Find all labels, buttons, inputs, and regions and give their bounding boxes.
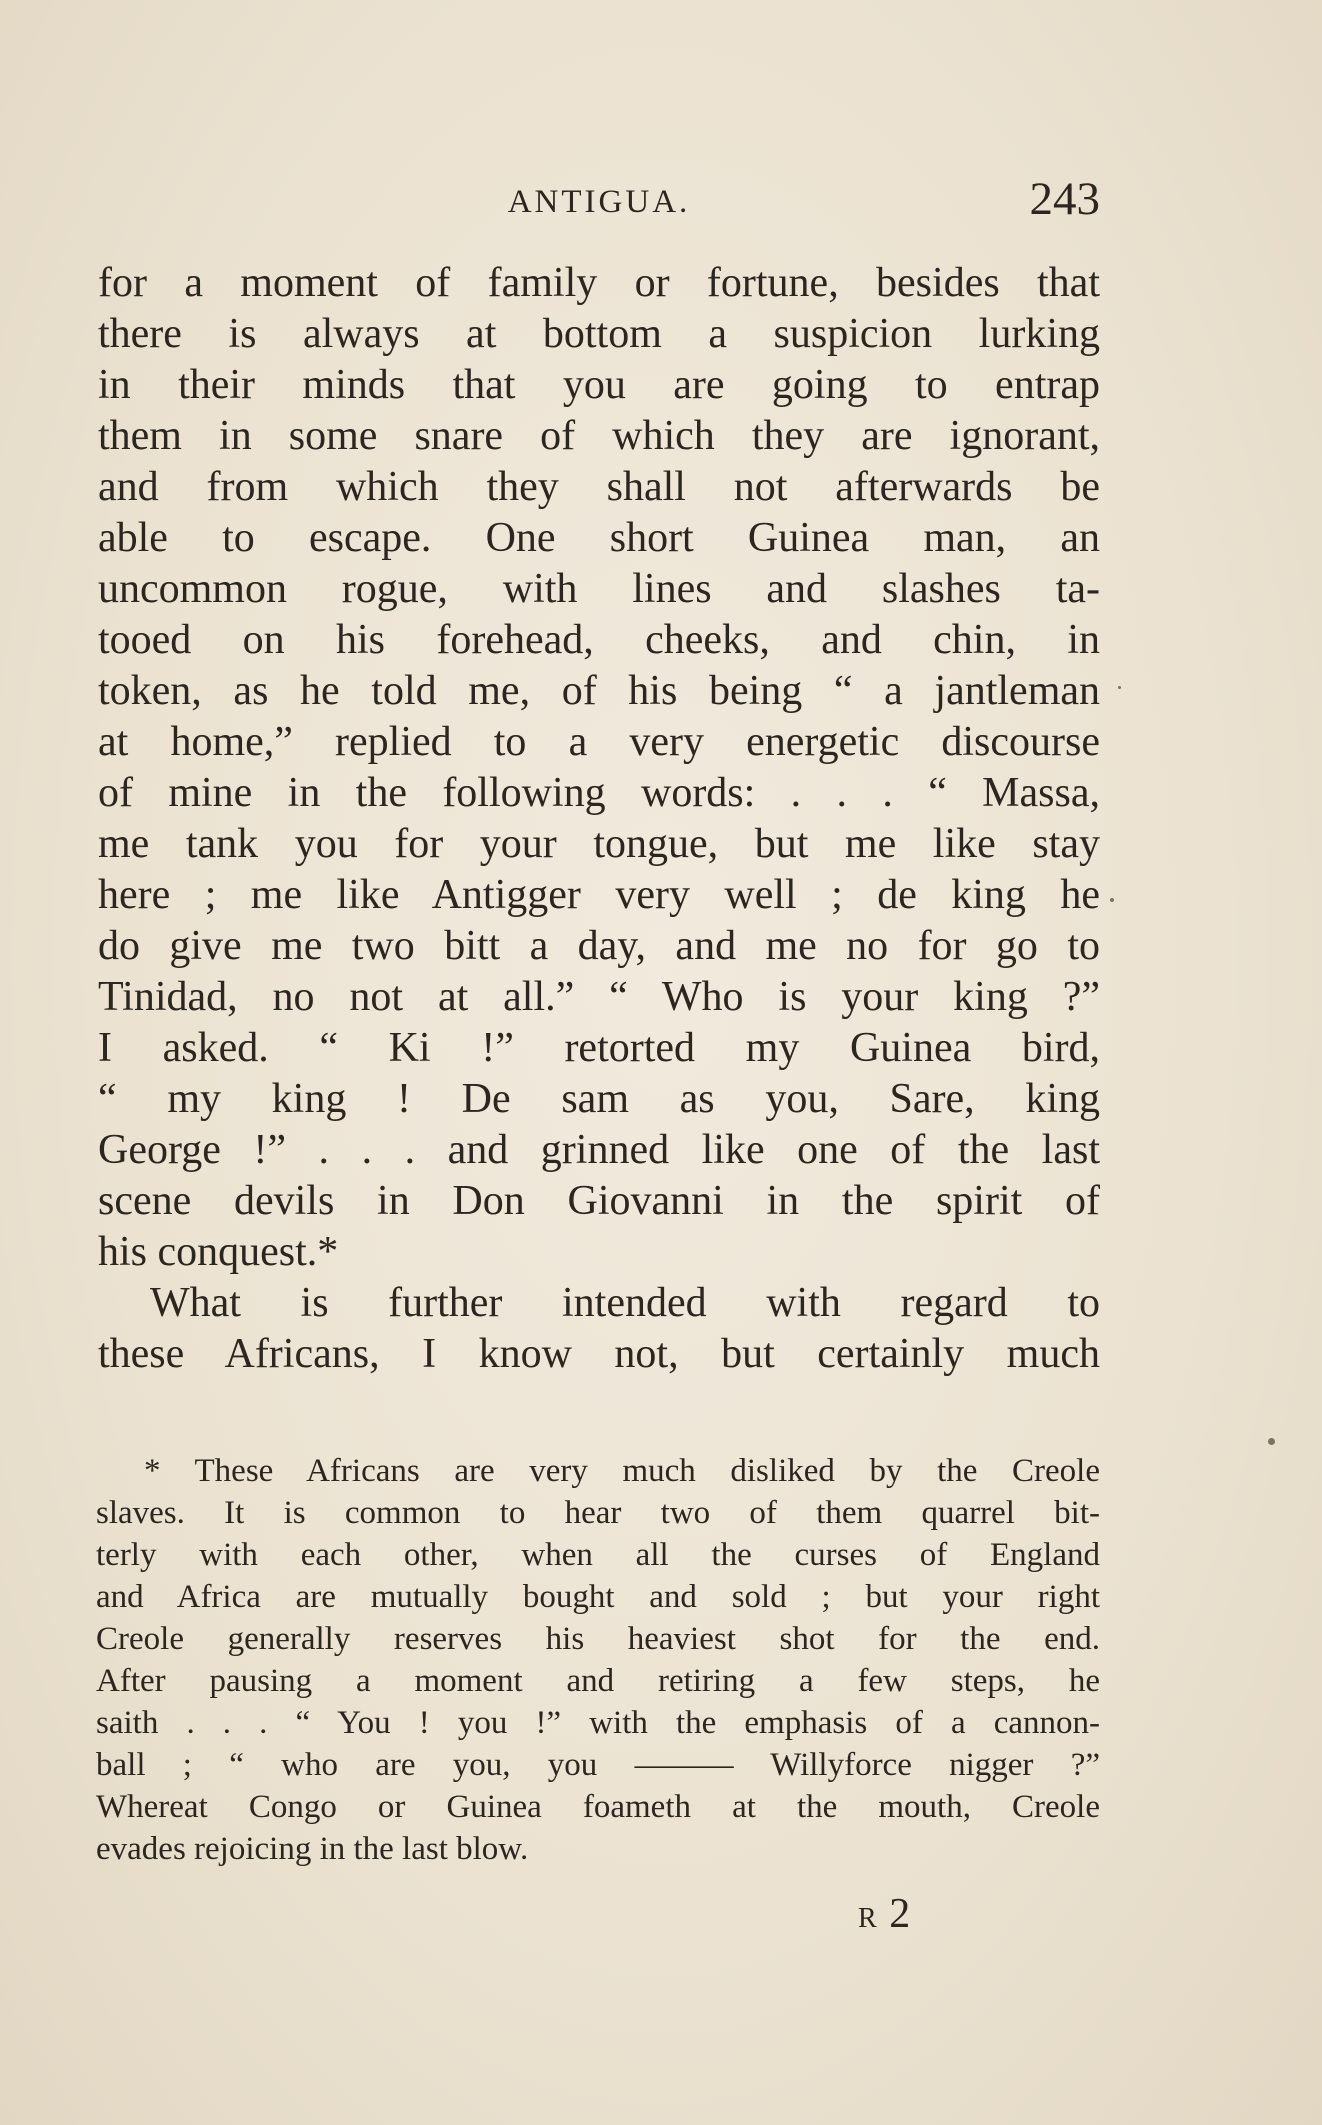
footnote-line: Whereat Congo or Guinea foameth at the mouth, Creole (96, 1789, 1100, 1825)
footnote-line: evades rejoicing in the last blow. (96, 1831, 529, 1867)
page-number: 243 (1029, 173, 1100, 225)
body-line: them in some snare of which they are ignorant, (98, 413, 1100, 459)
footnote-line: saith . . . “ You ! you !” with the emphasis of a cannon- (96, 1705, 1100, 1741)
footnote-line: Creole generally reserves his heaviest shot for the end. (96, 1621, 1100, 1657)
body-line: uncommon rogue, with lines and slashes ta- (98, 566, 1100, 612)
footnote (96, 1450, 1100, 1870)
running-title: ANTIGUA. (507, 184, 691, 220)
body-line: What is further intended with regard to (150, 1280, 1100, 1326)
signature-letter: R (858, 1903, 879, 1934)
footnote-line: ball ; “ who are you, you ——— Willyforce nigger ?” (96, 1747, 1100, 1783)
body-line: George !” . . . and grinned like one of the last (98, 1127, 1100, 1173)
footnote-line: * These Africans are very much disliked by the Creole (144, 1453, 1100, 1489)
footnote-line: terly with each other, when all the curses of England (96, 1537, 1100, 1573)
body-line: in their minds that you are going to entrap (98, 362, 1100, 408)
footnote-line: After pausing a moment and retiring a few steps, he (96, 1663, 1100, 1699)
body-line: able to escape. One short Guinea man, an (98, 515, 1100, 561)
body-line: “ my king ! De sam as you, Sare, king (98, 1076, 1100, 1122)
paper-speck (1118, 686, 1121, 689)
page-header (98, 170, 1100, 230)
body-line: me tank you for your tongue, but me like stay (98, 821, 1100, 867)
body-line: scene devils in Don Giovanni in the spirit of (98, 1178, 1100, 1224)
body-line: at home,” replied to a very energetic discourse (98, 719, 1100, 765)
body-line: for a moment of family or fortune, besides that (98, 260, 1100, 306)
body-line: of mine in the following words: . . . “ Massa, (98, 770, 1100, 816)
signature-mark (858, 1890, 910, 1938)
body-line: token, as he told me, of his being “ a jantleman (98, 668, 1100, 714)
body-line: I asked. “ Ki !” retorted my Guinea bird, (98, 1025, 1100, 1071)
body-line: tooed on his forehead, cheeks, and chin, in (98, 617, 1100, 663)
body-text (98, 258, 1100, 1380)
body-line: Tinidad, no not at all.” “ Who is your king ?” (98, 974, 1100, 1020)
footnote-line: and Africa are mutually bought and sold ; but your right (96, 1579, 1100, 1615)
paper-speck (1268, 1438, 1275, 1445)
footnote-line: slaves. It is common to hear two of them quarrel bit- (96, 1495, 1100, 1531)
body-line: do give me two bitt a day, and me no for go to (98, 923, 1100, 969)
paper-speck (1110, 898, 1114, 902)
body-line: here ; me like Antigger very well ; de king he (98, 872, 1100, 918)
body-line: his conquest.* (98, 1229, 339, 1275)
body-line: there is always at bottom a suspicion lurking (98, 311, 1100, 357)
body-line: and from which they shall not afterwards be (98, 464, 1100, 510)
body-line: these Africans, I know not, but certainly much (98, 1331, 1100, 1377)
signature-number: 2 (889, 1891, 911, 1937)
